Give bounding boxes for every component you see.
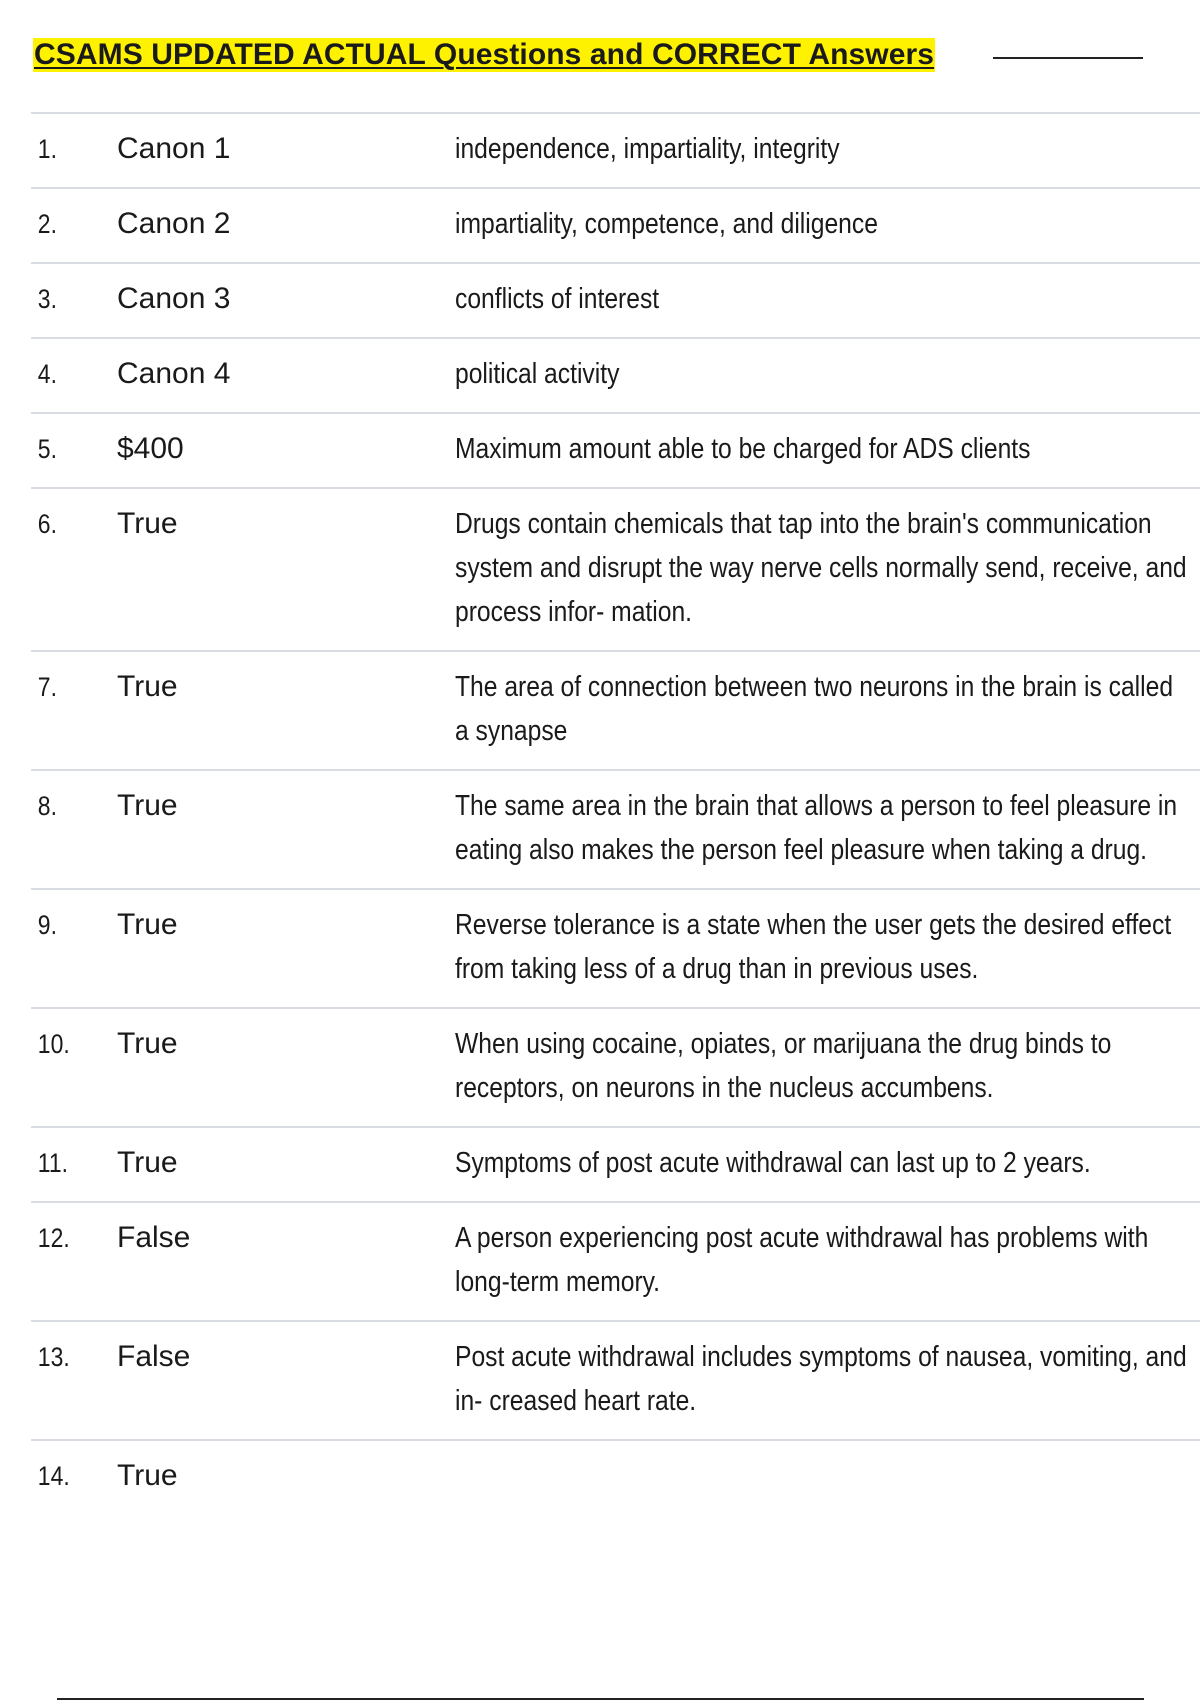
item-term: Canon 2 [117, 207, 231, 240]
item-definition: Symptoms of post acute withdrawal can last up to 2 years. [455, 1147, 1091, 1179]
item-number: 6. [37, 509, 57, 539]
item-definition: When using cocaine, opiates, or marijuana the drug binds to receptors, on neurons in the nucleus accumbens. [455, 1028, 1112, 1104]
qa-item-5 [31, 414, 1200, 489]
item-term: True [117, 1146, 178, 1179]
qa-item-1 [31, 114, 1200, 189]
item-term: True [117, 507, 178, 540]
qa-item-3 [31, 264, 1200, 339]
document-title: CSAMS UPDATED ACTUAL Questions and CORRECT Answers [34, 38, 935, 71]
item-term: True [117, 1459, 178, 1492]
item-definition: The area of connection between two neurons in the brain is called a synapse [455, 671, 1174, 747]
item-term: Canon 1 [117, 132, 231, 165]
item-definition: conflicts of interest [455, 283, 660, 315]
item-definition: political activity [455, 358, 620, 390]
item-definition: Reverse tolerance is a state when the user gets the desired effect from taking less of a drug than in previous uses. [455, 909, 1172, 985]
item-term: True [117, 789, 178, 822]
item-term: False [117, 1340, 191, 1373]
item-definition: The same area in the brain that allows a person to feel pleasure in eating also makes the person feel pleasure when taking a drug. [455, 790, 1178, 866]
item-term: Canon 4 [117, 357, 231, 390]
item-definition: independence, impartiality, integrity [455, 133, 840, 165]
item-number: 7. [37, 672, 57, 702]
qa-item-2 [31, 189, 1200, 264]
title-rule [993, 57, 1143, 59]
qa-item-7 [31, 652, 1200, 771]
qa-item-14 [31, 1441, 1200, 1514]
item-number: 12. [37, 1223, 70, 1253]
item-term: Canon 3 [117, 282, 231, 315]
item-term: True [117, 1027, 178, 1060]
item-term: True [117, 670, 178, 703]
item-number: 11. [37, 1148, 69, 1178]
qa-item-13 [31, 1322, 1200, 1441]
item-number: 13. [37, 1342, 70, 1372]
item-definition: Maximum amount able to be charged for ADS clients [455, 433, 1031, 465]
item-definition: A person experiencing post acute withdrawal has problems with long-term memory. [455, 1222, 1149, 1298]
qa-item-12 [31, 1203, 1200, 1322]
document-header [33, 34, 1143, 78]
item-number: 3. [37, 284, 57, 314]
item-definition: Post acute withdrawal includes symptoms of nausea, vomiting, and in- creased heart rate. [455, 1341, 1187, 1417]
item-number: 8. [37, 791, 57, 821]
item-number: 5. [37, 434, 57, 464]
item-term: $400 [117, 432, 184, 465]
item-number: 9. [37, 910, 57, 940]
qa-item-11 [31, 1128, 1200, 1203]
qa-item-9 [31, 890, 1200, 1009]
qa-item-4 [31, 339, 1200, 414]
item-definition: impartiality, competence, and diligence [455, 208, 878, 240]
item-number: 1. [37, 134, 57, 164]
item-number: 2. [37, 209, 57, 239]
item-term: True [117, 908, 178, 941]
item-number: 14. [37, 1461, 70, 1491]
item-number: 4. [37, 359, 57, 389]
item-definition: Drugs contain chemicals that tap into the brain's communication system and disrupt the way nerve cells normally send, receive, and process infor- mation. [455, 508, 1187, 628]
item-term: False [117, 1221, 191, 1254]
qa-list [31, 112, 1200, 1514]
item-number: 10. [37, 1029, 70, 1059]
qa-item-6 [31, 489, 1200, 652]
qa-item-10 [31, 1009, 1200, 1128]
qa-item-8 [31, 771, 1200, 890]
